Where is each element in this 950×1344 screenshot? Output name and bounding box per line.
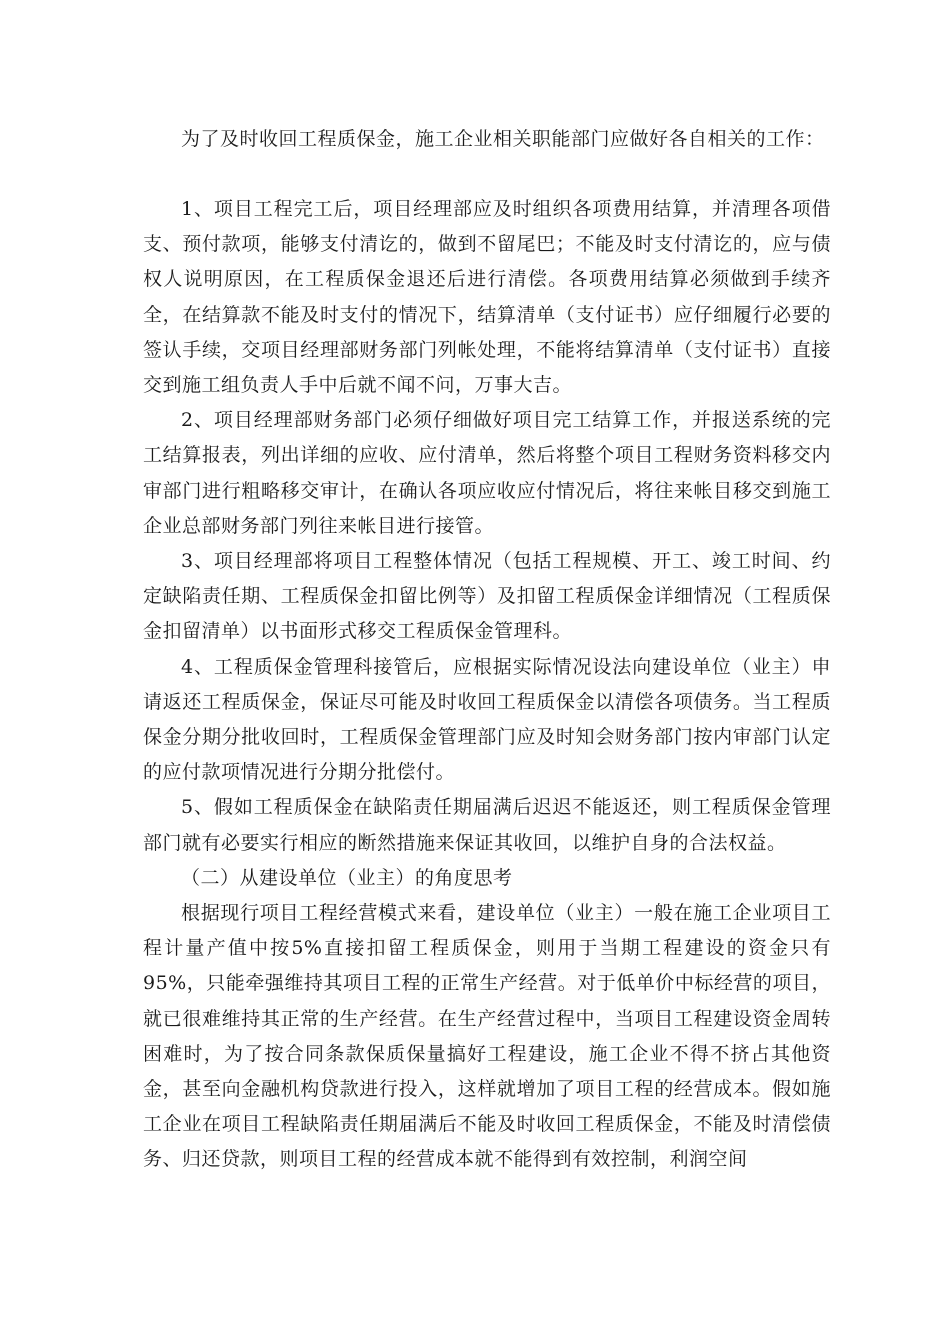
paragraph-body: 根据现行项目工程经营模式来看，建设单位（业主）一般在施工企业项目工程计量产值中按5%直接扣留工程质保金，则用于当期工程建设的资金只有95%，只能牵强维持其项目工程的正常生产经营。对于低单价中标经营的项目，就已很难维持其正常的生产经营。在生产经营过程中，当项目工程建设资金周转困难时，为了按合同条款保质保量搞好工程建设，施工企业不得不挤占其他资金，甚至向金融机构贷款进行投入，这样就增加了项目工程的经营成本。假如施工企业在项目工程缺陷责任期届满后不能及时收回工程质保金，不能及时清偿债务、归还贷款，则项目工程的经营成本就不能得到有效控制，利润空间 [143, 902, 831, 1171]
section-heading: （二）从建设单位（业主）的角度思考 [181, 866, 513, 889]
paragraph-item-1: 1、项目工程完工后，项目经理部应及时组织各项费用结算，并清理各项借支、预付款项，能够支付清讫的，做到不留尾巴；不能及时支付清讫的，应与债权人说明原因，在工程质保金退还后进行清偿。各项费用结算必须做到手续齐全，在结算款不能及时支付的情况下，结算清单（支付证书）应仔细履行必要的签认手续，交项目经理部财务部门列帐处理，不能将结算清单（支付证书）直接交到施工组负责人手中后就不闻不问，万事大吉。 [143, 198, 831, 397]
paragraph-item-4: 4、工程质保金管理科接管后，应根据实际情况设法向建设单位（业主）申请返还工程质保金，保证尽可能及时收回工程质保金以清偿各项债务。当工程质保金分期分批收回时，工程质保金管理部门应及时知会财务部门按内审部门认定的应付款项情况进行分期分批偿付。 [143, 655, 831, 784]
paragraph-item-2: 2、项目经理部财务部门必须仔细做好项目完工结算工作，并报送系统的完工结算报表，列出详细的应收、应付清单，然后将整个项目工程财务资料移交内审部门进行粗略移交审计，在确认各项应收应付情况后，将往来帐目移交到施工企业总部财务部门列往来帐目进行接管。 [143, 409, 831, 537]
paragraph-item-5: 5、假如工程质保金在缺陷责任期届满后迟迟不能返还，则工程质保金管理部门就有必要实行相应的断然措施来保证其收回，以维护自身的合法权益。 [143, 796, 831, 854]
intro-paragraph: 为了及时收回工程质保金，施工企业相关职能部门应做好各自相关的工作： [181, 128, 825, 150]
paragraph-item-3: 3、项目经理部将项目工程整体情况（包括工程规模、开工、竣工时间、约定缺陷责任期、工程质保金扣留比例等）及扣留工程质保金详细情况（工程质保金扣留清单）以书面形式移交工程质保金管理科。 [143, 550, 831, 643]
document-body [143, 192, 831, 1178]
